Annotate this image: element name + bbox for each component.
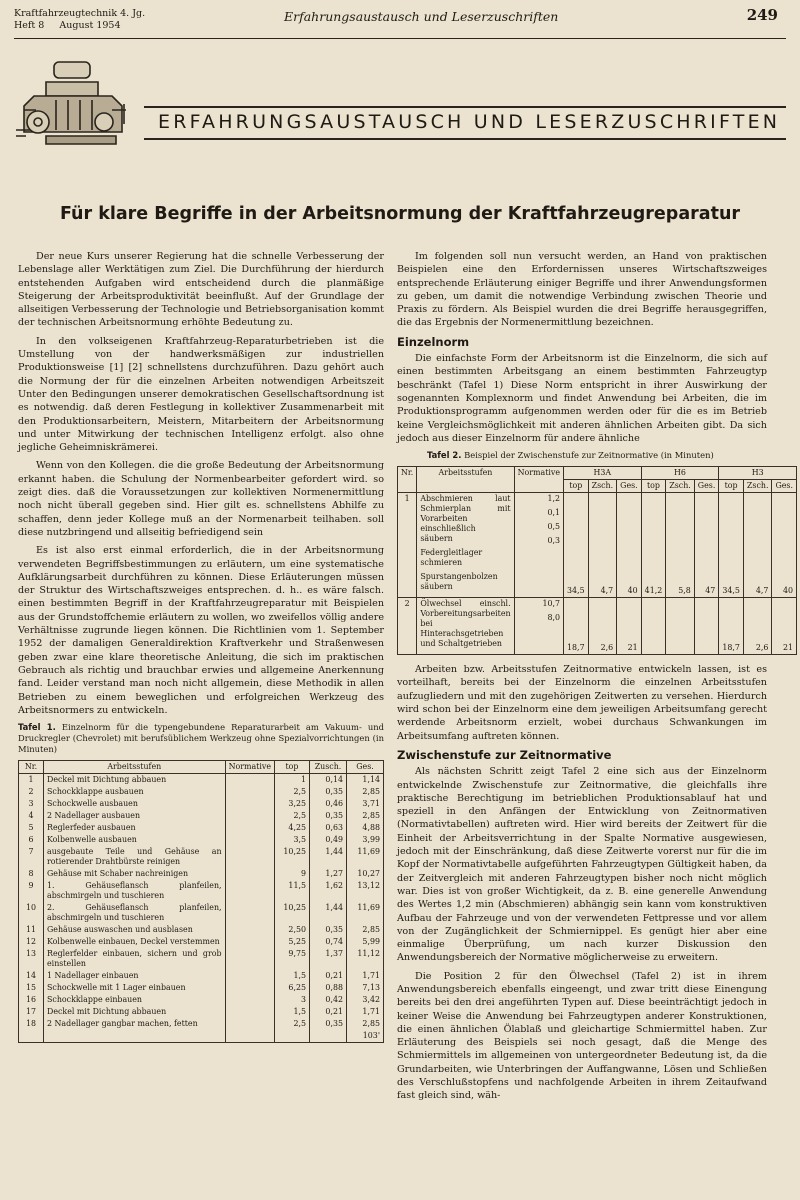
row-normative (225, 1018, 274, 1030)
row-zusch: 1,37 (310, 948, 347, 970)
total-spacer (275, 1030, 310, 1043)
row-nr: 3 (19, 798, 44, 810)
cell-h3a-ges: 21 (617, 598, 642, 655)
col-zsch: Zsch. (666, 480, 695, 493)
paragraph: Der neue Kurs unserer Regierung hat die schnelle Verbesserung der Lebenslage aller Werktätigen zum Ziel. Die Durchführung der hierdurch entstehenden Aufgaben wird entscheidend durch die planmäßige Steigerung der Arbeitsproduktivität beeinflußt. Auf der Grundlage der allseitigen Verbesserung der Technologie und Betriebsorganisation kommt der technischen Arbeitsnormung erhöhte Bedeutung zu. (18, 251, 384, 329)
row-normative (225, 982, 274, 994)
row-zusch: 0,49 (310, 834, 347, 846)
running-head (14, 4, 786, 39)
engine-illustration-icon (16, 60, 146, 150)
table-row (19, 846, 384, 868)
journal-info (14, 8, 145, 32)
row-ges: 3,42 (347, 994, 384, 1006)
cell-h3-top: 34,5 (719, 493, 744, 598)
table-row (398, 493, 797, 598)
cell-h6-zsch: 5,8 (666, 493, 695, 598)
row-nr: 17 (19, 1006, 44, 1018)
paragraph: Arbeiten bzw. Arbeitsstufen Zeitnormative entwickeln lassen, ist es vorteilhaft, bereits bei der Einzelnorm die einzelnen Arbeitsstufen aufzugliedern und mit den zugehörigen Zeitwerten zu versehen. Hierdurch wird schon bei der Einzelnorm eine dem jeweiligen Arbeitsumfang gerecht werdende Arbeitsnorm erzielt, wobei durchaus Schwankungen im Arbeitsumfang auftreten können. (397, 664, 767, 742)
row-zusch: 0,46 (310, 798, 347, 810)
tafel2-table (397, 466, 797, 655)
table-row (19, 994, 384, 1006)
row-arbeitsstufe: Schockklappe ausbauen (44, 786, 226, 798)
row-nr: 14 (19, 970, 44, 982)
row-nr: 4 (19, 810, 44, 822)
row-arbeitsstufe: Deckel mit Dichtung abbauen (44, 774, 226, 787)
table-row (19, 868, 384, 880)
total-spacer (19, 1030, 44, 1043)
table-row (19, 1018, 384, 1030)
row-zusch: 0,35 (310, 924, 347, 936)
row-zusch: 1,62 (310, 880, 347, 902)
row-nr: 9 (19, 880, 44, 902)
row-nr: 13 (19, 948, 44, 970)
running-section-title: Erfahrungsaustausch und Leserzuschriften (284, 9, 559, 24)
row-zusch: 0,42 (310, 994, 347, 1006)
row-zusch: 0,35 (310, 810, 347, 822)
table-row (19, 810, 384, 822)
row-normative (225, 902, 274, 924)
row-ges: 3,71 (347, 798, 384, 810)
col-top: top (564, 480, 589, 493)
row-nr: 2 (398, 598, 417, 655)
row-arbeitsstufe: 1 Nadellager einbauen (44, 970, 226, 982)
normative-value: 10,7 (542, 599, 561, 609)
row-top: 2,5 (275, 810, 310, 822)
row-top: 9,75 (275, 948, 310, 970)
paragraph: Im folgenden soll nun versucht werden, an Hand von praktischen Beispielen eine den Erfordernissen unseres Wirtschaftszweiges entsprechende Erläuterung einiger Begriffe und ihrer Anwendungsformen zu geben, um damit die notwendige Verbindung zwischen Theorie und Praxis zu fördern. Als Beispiel wurden die drei Begriffe herausgegriffen, die das Ergebnis der Normenermittlung bezeichnen. (397, 251, 767, 329)
table-total-row (19, 1030, 384, 1043)
row-ges: 11,12 (347, 948, 384, 970)
row-normative (225, 970, 274, 982)
cell-h6-top (641, 598, 666, 655)
cell-h3-ges: 21 (772, 598, 797, 655)
col-ges: Ges. (694, 480, 719, 493)
col-group-h3a: H3A (564, 467, 642, 480)
row-nr: 12 (19, 936, 44, 948)
row-ges: 11,69 (347, 902, 384, 924)
total-value: 103' (347, 1030, 384, 1043)
row-top: 3,25 (275, 798, 310, 810)
section-banner (16, 60, 786, 150)
row-item: Abschmieren laut Schmierplan mit Vorarbeiten einschließlich säubern (420, 494, 511, 544)
row-zusch: 0,35 (310, 1018, 347, 1030)
row-zusch: 0,63 (310, 822, 347, 834)
col-ges: Ges. (617, 480, 642, 493)
row-normative (225, 798, 274, 810)
row-normative (225, 786, 274, 798)
table-row (19, 982, 384, 994)
col-top: top (719, 480, 744, 493)
row-ges: 3,99 (347, 834, 384, 846)
cell-h6-top: 41,2 (641, 493, 666, 598)
row-top: 1 (275, 774, 310, 787)
tafel1-body (19, 774, 384, 1043)
row-arbeitsstufe: Deckel mit Dichtung abbauen (44, 1006, 226, 1018)
table-row (19, 924, 384, 936)
row-ges: 2,85 (347, 1018, 384, 1030)
table-header-row (398, 467, 797, 480)
row-arbeitsstufe: Kolbenwelle einbauen, Deckel verstemmen (44, 936, 226, 948)
row-nr: 15 (19, 982, 44, 994)
col-nr: Nr. (398, 467, 417, 493)
row-zusch: 1,44 (310, 846, 347, 868)
total-spacer (44, 1030, 226, 1043)
row-item: Federgleitlager schmieren (420, 548, 483, 568)
table-row (19, 1006, 384, 1018)
row-ges: 13,12 (347, 880, 384, 902)
row-arbeitsstufe: Gehäuse mit Schaber nachreinigen (44, 868, 226, 880)
paragraph: In den volkseigenen Kraftfahrzeug-Reparaturbetrieben ist die Umstellung von der handwerksmäßigen zur industriellen Produktionsweise [1] [2] schnellstens durchzuführen. Dazu gehört auch die Normung der für die einzelnen Arbeiten notwendigen Arbeitszeit Unter den Bedingungen unserer demokratischen Gesellschaftsordnung ist es notwendig. daß deren Festlegung in kollektiver Zusammenarbeit mit den Produktionsarbeitern, Meistern, Mitarbeitern der Arbeitsnormung und unter Mitwirkung der technischen Intelligenz erfolgt. also ohne jegliche Geheimniskrämerei. (18, 335, 384, 454)
row-arbeitsstufe: Kolbenwelle ausbauen (44, 834, 226, 846)
normative-value: 8,0 (547, 613, 561, 623)
row-item: Ölwechsel einschl. Vorbereitungsarbeiten bei Hinterachsgetrieben und Schaltgetrieben (420, 599, 511, 649)
normative-value: 0,1 (547, 508, 561, 518)
total-spacer (225, 1030, 274, 1043)
row-nr: 18 (19, 1018, 44, 1030)
normative-value: 0,3 (547, 536, 561, 546)
row-nr: 1 (19, 774, 44, 787)
row-normative (225, 810, 274, 822)
row-zusch: 1,44 (310, 902, 347, 924)
col-ges: Ges. (772, 480, 797, 493)
row-arbeitsstufe: Schockwelle mit 1 Lager einbauen (44, 982, 226, 994)
table-row (19, 822, 384, 834)
table-row (19, 902, 384, 924)
row-arbeitsstufe: ausgebaute Teile und Gehäuse an rotierender Drahtbürste reinigen (44, 846, 226, 868)
table-row (19, 948, 384, 970)
row-top: 1,5 (275, 970, 310, 982)
row-arbeitsstufe: 2. Gehäuseflansch planfeilen, abschmirgeln und tuschieren (44, 902, 226, 924)
col-zsch: Zsch. (588, 480, 617, 493)
row-arbeitsstufe: Schockklappe einbauen (44, 994, 226, 1006)
row-nr: 5 (19, 822, 44, 834)
issue-number: Heft 8 (14, 20, 45, 31)
col-group-h3: H3 (719, 467, 797, 480)
row-normative (225, 774, 274, 787)
section-title: ERFAHRUNGSAUSTAUSCH UND LESERZUSCHRIFTEN (158, 111, 781, 133)
cell-h3a-ges: 40 (617, 493, 642, 598)
left-column (18, 250, 384, 1043)
row-zusch: 0,14 (310, 774, 347, 787)
row-ges: 10,27 (347, 868, 384, 880)
heading-einzelnorm: Einzelnorm (397, 334, 470, 349)
right-column (397, 250, 793, 1108)
table-row (19, 834, 384, 846)
cell-h3-zsch: 4,7 (743, 493, 772, 598)
row-item: Spurstangenbolzen säubern (420, 572, 498, 592)
col-nr: Nr. (19, 761, 44, 774)
row-normative (225, 846, 274, 868)
row-arbeitsstufe: 2 Nadellager gangbar machen, fetten (44, 1018, 226, 1030)
row-arbeitsstufe: Reglerfelder einbauen, sichern und grob einstellen (44, 948, 226, 970)
row-top: 11,5 (275, 880, 310, 902)
tafel1-table (18, 760, 384, 1043)
table-row (19, 880, 384, 902)
col-arbeitsstufen: Arbeitsstufen (417, 467, 514, 493)
row-arbeitsstufe: 2 Nadellager ausbauen (44, 810, 226, 822)
row-arbeitsstufe: Reglerfeder ausbauen (44, 822, 226, 834)
tafel1-caption-text: Einzelnorm für die typengebundene Reparaturarbeit am Vakuum- und Druckregler (Chevrolet) mit berufsüblichem Werkzeug ohne Spezialvorrichtungen (in Minuten) (18, 722, 384, 755)
cell-h3a-top: 34,5 (564, 493, 589, 598)
row-top: 3 (275, 994, 310, 1006)
cell-h3a-zsch: 2,6 (588, 598, 617, 655)
row-nr: 16 (19, 994, 44, 1006)
tafel2-label: Tafel 2. (427, 450, 462, 461)
tafel2-caption (427, 450, 767, 461)
col-top: top (275, 761, 310, 774)
cell-h3-zsch: 2,6 (743, 598, 772, 655)
row-nr: 11 (19, 924, 44, 936)
issue-date: August 1954 (59, 20, 121, 31)
row-normative (514, 493, 563, 598)
col-arbeitsstufen: Arbeitsstufen (44, 761, 226, 774)
table-header-row (19, 761, 384, 774)
row-zusch: 0,35 (310, 786, 347, 798)
paragraph: Die einfachste Form der Arbeitsnorm ist die Einzelnorm, die sich auf einen bestimmten Arbeitsgang an einem bestimmten Fahrzeugtyp beschränkt (Tafel 1) Diese Norm entspricht in ihrer Auswirkung der sogenannten Komplexnorm und findet Anwendung bei Arbeiten, die im Produktionsprogramm aufgenommen werden oder für die es im Betrieb keine Vergleichsmöglichkeit mit anderen ähnlichen Arbeiten gibt. Da sich jedoch aus dieser Einzelnorm für andere ähnliche (397, 353, 767, 444)
row-normative (225, 1006, 274, 1018)
row-normative (225, 822, 274, 834)
row-normative (225, 868, 274, 880)
row-arbeitsstufen (417, 598, 514, 655)
table-row (19, 936, 384, 948)
journal-name: Kraftfahrzeugtechnik 4. Jg. (14, 8, 146, 19)
row-ges: 1,71 (347, 1006, 384, 1018)
col-ges: Ges. (347, 761, 384, 774)
col-normative: Normative (514, 467, 563, 493)
row-zusch: 0,21 (310, 1006, 347, 1018)
article-title: Für klare Begriffe in der Arbeitsnormung der Kraftfahrzeugreparatur (59, 204, 741, 224)
table-row (398, 598, 797, 655)
row-zusch: 0,21 (310, 970, 347, 982)
total-spacer (310, 1030, 347, 1043)
row-ges: 5,99 (347, 936, 384, 948)
cell-h3a-zsch: 4,7 (588, 493, 617, 598)
row-normative (225, 924, 274, 936)
col-top: top (641, 480, 666, 493)
row-top: 2,5 (275, 786, 310, 798)
heading-zwischenstufe: Zwischenstufe zur Zeitnormative (397, 747, 612, 762)
row-nr: 7 (19, 846, 44, 868)
cell-h3-ges: 40 (772, 493, 797, 598)
table-row (19, 970, 384, 982)
cell-h3-top: 18,7 (719, 598, 744, 655)
tafel1-caption (18, 722, 384, 755)
row-top: 1,5 (275, 1006, 310, 1018)
row-zusch: 0,88 (310, 982, 347, 994)
row-ges: 2,85 (347, 786, 384, 798)
page-number: 249 (746, 6, 778, 24)
row-normative (225, 994, 274, 1006)
cell-h6-ges: 47 (694, 493, 719, 598)
paragraph: Die Position 2 für den Ölwechsel (Tafel 2) ist in ihrem Anwendungsbereich ebenfalls eingeengt, und zwar tritt diese Einengung bereits bei den drei angeführten Typen auf. Diese beeinträchtigt jedoch in keiner Weise die Anwendung bei Fahrzeugtypen anderer Konstruktionen, die einen ähnlichen Ölablaß und gleichartige Schmiermittel haben. Zur Erläuterung des Beispiels sei noch gesagt, daß die Menge des Schmiermittels im allgemeinen von untergeordneter Bedeutung ist, da die Grundarbeiten, wie Unterbringen der Auffangwanne, Lösen und Schließen des Verschlußstopfens und nachfolgende Arbeiten in ihrem Zeitaufwand fast gleich sind, wäh- (397, 970, 767, 1102)
row-top: 3,5 (275, 834, 310, 846)
row-nr: 6 (19, 834, 44, 846)
paragraph: Es ist also erst einmal erforderlich, die in der Arbeitsnormung verwendeten Begriffsbestimmungen zu erläutern, um eine systematische Aufklärungsarbeit durchführen zu können. Diese Erläuterungen müssen der Struktur des Wirtschaftszweiges entsprechen. d. h.. es wäre falsch. einen bestimmten Begriff in der Kraftfahrzeugreparatur mit Beispielen aus der Grundstoffchemie erläutern zu wollen, wo zweifellos völlig andere Verhältnisse zugrunde liegen können. Die Richtlinien vom 1. September 1952 der damaligen Generaldirektion Kraftverkehr und Straßenwesen geben zwar eine klare theoretische Anleitung, die sich im praktischen Gebrauch als richtig und brauchbar erwies und allgemeine Anerkennung fand. Leider verstand man noch nicht allgemein, diese Methodik in allen Betrieben zu einem beweglichen und erfolgreichen Werkzeug des Arbeitsnormers zu entwickeln. (18, 545, 384, 716)
row-top: 10,25 (275, 846, 310, 868)
row-arbeitsstufe: Gehäuse auswaschen und ausblasen (44, 924, 226, 936)
row-normative (225, 936, 274, 948)
row-nr: 10 (19, 902, 44, 924)
cell-h6-ges (694, 598, 719, 655)
row-nr: 8 (19, 868, 44, 880)
row-normative (514, 598, 563, 655)
row-arbeitsstufe: 1. Gehäuseflansch planfeilen, abschmirgeln und tuschieren (44, 880, 226, 902)
row-zusch: 1,27 (310, 868, 347, 880)
cell-h6-zsch (666, 598, 695, 655)
row-top: 4,25 (275, 822, 310, 834)
row-ges: 1,14 (347, 774, 384, 787)
row-ges: 2,85 (347, 810, 384, 822)
row-arbeitsstufe: Schockwelle ausbauen (44, 798, 226, 810)
tafel2-caption-text: Beispiel der Zwischenstufe zur Zeitnormative (in Minuten) (464, 450, 714, 461)
row-zusch: 0,74 (310, 936, 347, 948)
row-normative (225, 948, 274, 970)
row-ges: 2,85 (347, 924, 384, 936)
tafel2-body (398, 493, 797, 655)
table-row (19, 774, 384, 787)
normative-value: 0,5 (547, 522, 561, 532)
table-row (19, 798, 384, 810)
cell-h3a-top: 18,7 (564, 598, 589, 655)
tafel1-label: Tafel 1. (18, 722, 56, 733)
col-zsch: Zsch. (743, 480, 772, 493)
row-ges: 1,71 (347, 970, 384, 982)
row-top: 6,25 (275, 982, 310, 994)
row-top: 10,25 (275, 902, 310, 924)
row-top: 2,50 (275, 924, 310, 936)
row-ges: 4,88 (347, 822, 384, 834)
row-normative (225, 880, 274, 902)
paragraph: Wenn von den Kollegen. die die große Bedeutung der Arbeitsnormung erkannt haben. die Schulung der Normenbearbeiter gefordert wird. so zeigt dies. daß die Voraussetzungen zur kollektiven Normenermittlung noch nicht überall gegeben sind. Hier gilt es. schnellstens Abhilfe zu schaffen, denn jeder Kollege muß an der Normenarbeit teilhaben. soll diese nutzbringend und allseitig befriedigend sein (18, 460, 384, 538)
row-nr: 2 (19, 786, 44, 798)
row-top: 5,25 (275, 936, 310, 948)
row-nr: 1 (398, 493, 417, 598)
normative-value: 1,2 (547, 494, 561, 504)
row-top: 2,5 (275, 1018, 310, 1030)
col-normative: Normative (225, 761, 274, 774)
row-top: 9 (275, 868, 310, 880)
table-row (19, 786, 384, 798)
row-ges: 7,13 (347, 982, 384, 994)
section-title-box (144, 106, 786, 140)
paragraph: Als nächsten Schritt zeigt Tafel 2 eine sich aus der Einzelnorm entwickelnde Zwischenstufe zur Zeitnormative, die gleichfalls ihre praktische Berechtigung im betrieblichen Produktionsablauf hat und speziell in den Anfängen der Entwicklung von Zeitnormativen (Normativtabellen) auftreten wird. Hier wird bereits der Zeitwert für die Einheit der Arbeitsverrichtung in der Spalte Normative ausgewiesen, jedoch mit der Einschränkung, daß diese Zeitwerte vorerst nur für die im Kopf der Normativtabelle aufgeführten Fahrzeugtypen Gültigkeit haben, da der Zeitvergleich mit anderen Fahrzeugtypen bisher noch nicht möglich war. Dies ist von großer Wichtigkeit, da z. B. eine generelle Anwendung des Wertes 1,2 min (Abschmieren) abhängig sein kann vom konstruktiven Aufbau der Fahrzeuge und von der verwendeten Fettpresse und vor allem von der Zugänglichkeit der Schmiernippel. Es genügt hier aber eine einmalige Überprüfung, um nach kurzer Diskussion den Anwendungsbereich der Normative möglicherweise zu erweitern. (397, 766, 767, 964)
row-normative (225, 834, 274, 846)
row-ges: 11,69 (347, 846, 384, 868)
row-arbeitsstufen (417, 493, 514, 598)
col-zusch: Zusch. (310, 761, 347, 774)
col-group-h6: H6 (641, 467, 719, 480)
